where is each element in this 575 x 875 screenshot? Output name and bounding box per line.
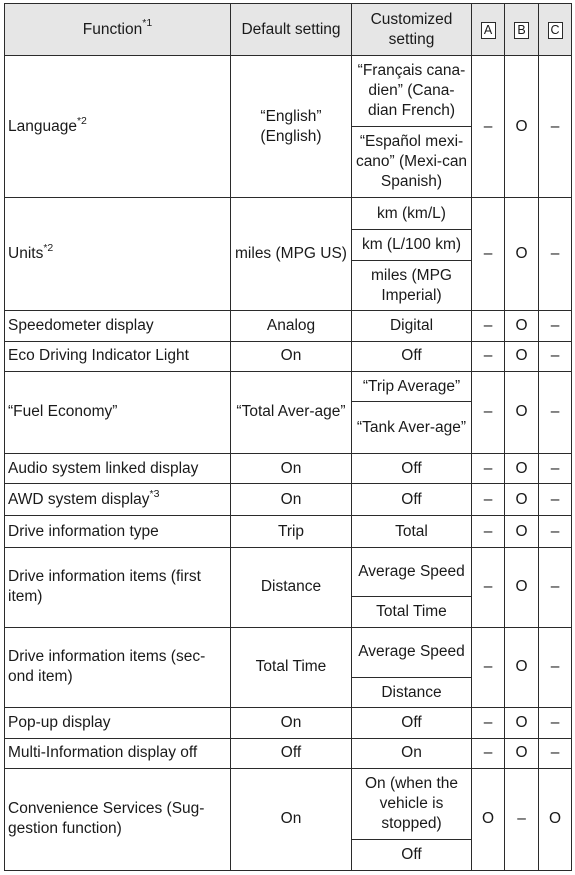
customized-setting-cell: Off xyxy=(352,341,472,371)
table-row xyxy=(5,547,572,596)
header-customized-setting: Customized setting xyxy=(352,4,472,56)
function-label: Audio system linked display xyxy=(8,459,199,477)
function-note: *2 xyxy=(76,114,87,127)
table-row xyxy=(5,484,572,516)
col-b-mark: O xyxy=(505,453,539,483)
function-cell xyxy=(5,56,231,198)
col-b-mark: O xyxy=(505,547,539,627)
header-col-b xyxy=(505,4,539,56)
col-b-mark: O xyxy=(505,484,539,516)
col-a-mark: – xyxy=(472,198,505,311)
function-label: Drive information items (sec-ond item) xyxy=(8,648,206,686)
function-label: AWD system display xyxy=(8,490,150,508)
header-row xyxy=(5,4,572,56)
customized-setting-cell: On (when the vehicle is stopped) xyxy=(352,768,472,839)
col-c-mark: – xyxy=(539,708,572,738)
col-c-mark: – xyxy=(539,198,572,311)
function-label: “Fuel Economy” xyxy=(8,403,118,421)
function-cell xyxy=(5,627,231,708)
header-col-c xyxy=(539,4,572,56)
customized-setting-cell: On xyxy=(352,738,472,768)
col-a-mark: – xyxy=(472,56,505,198)
table-body xyxy=(5,56,572,871)
customized-setting-cell: miles (MPG Imperial) xyxy=(352,260,472,310)
default-setting-cell: Distance xyxy=(231,547,352,627)
function-cell xyxy=(5,198,231,311)
customized-setting-cell: Total Time xyxy=(352,597,472,627)
default-setting-cell: miles (MPG US) xyxy=(231,198,352,311)
table-row xyxy=(5,708,572,738)
default-setting-cell: On xyxy=(231,484,352,516)
function-cell xyxy=(5,708,231,738)
col-c-mark: – xyxy=(539,311,572,341)
col-b-mark: O xyxy=(505,198,539,311)
col-c-mark: – xyxy=(539,738,572,768)
default-setting-cell: On xyxy=(231,768,352,870)
customized-setting-cell: Digital xyxy=(352,311,472,341)
function-cell xyxy=(5,311,231,341)
col-a-mark: – xyxy=(472,547,505,627)
function-label: Units xyxy=(8,245,44,263)
customized-setting-cell: Off xyxy=(352,708,472,738)
col-b-mark: O xyxy=(505,372,539,454)
col-c-mark: – xyxy=(539,372,572,454)
customized-setting-cell: Off xyxy=(352,839,472,870)
col-a-mark: – xyxy=(472,484,505,516)
customized-setting-cell: Off xyxy=(352,453,472,483)
default-setting-cell: Off xyxy=(231,738,352,768)
customized-setting-cell: “Trip Average” xyxy=(352,372,472,402)
table-row xyxy=(5,372,572,402)
function-label: Speedometer display xyxy=(8,317,154,335)
customized-setting-cell: Average Speed xyxy=(352,627,472,677)
col-a-mark: – xyxy=(472,453,505,483)
col-b-mark: O xyxy=(505,311,539,341)
customized-setting-cell: “Tank Aver-age” xyxy=(352,402,472,454)
col-c-mark: – xyxy=(539,453,572,483)
col-b-label: B xyxy=(514,22,529,39)
col-b-mark: – xyxy=(505,768,539,870)
col-b-mark: O xyxy=(505,516,539,547)
function-cell xyxy=(5,372,231,454)
col-c-mark: – xyxy=(539,547,572,627)
function-label: Eco Driving Indicator Light xyxy=(8,347,189,365)
col-a-mark: – xyxy=(472,311,505,341)
col-a-mark: – xyxy=(472,341,505,371)
header-default-setting: Default setting xyxy=(231,4,352,56)
default-setting-cell: Analog xyxy=(231,311,352,341)
table-row xyxy=(5,311,572,341)
table-row xyxy=(5,56,572,127)
customized-setting-cell: “Français cana-dien” (Cana-dian French) xyxy=(352,56,472,127)
table-row xyxy=(5,453,572,483)
function-note: *2 xyxy=(43,242,54,255)
col-a-label: A xyxy=(481,22,496,39)
function-cell xyxy=(5,484,231,516)
default-setting-cell: Total Time xyxy=(231,627,352,708)
default-setting-cell: “English” (English) xyxy=(231,56,352,198)
table-row xyxy=(5,738,572,768)
default-setting-cell: Trip xyxy=(231,516,352,547)
customized-setting-cell: km (L/100 km) xyxy=(352,229,472,260)
customized-setting-cell: “Español mexi-cano” (Mexi-can Spanish) xyxy=(352,126,472,198)
customized-setting-cell: km (km/L) xyxy=(352,198,472,229)
function-note: *3 xyxy=(149,487,160,500)
function-label: Drive information type xyxy=(8,522,159,540)
function-cell xyxy=(5,738,231,768)
customized-setting-cell: Distance xyxy=(352,678,472,708)
header-col-a xyxy=(472,4,505,56)
function-cell xyxy=(5,516,231,547)
default-setting-cell: On xyxy=(231,453,352,483)
col-c-label: C xyxy=(548,22,563,39)
customized-setting-cell: Average Speed xyxy=(352,547,472,596)
col-c-mark: – xyxy=(539,56,572,198)
function-label: Convenience Services (Sug-gestion function) xyxy=(8,800,205,838)
function-cell xyxy=(5,341,231,371)
col-c-mark: – xyxy=(539,627,572,708)
header-function: Function$^{*1}$ xyxy=(5,4,231,56)
col-c-mark: – xyxy=(539,341,572,371)
col-c-mark: O xyxy=(539,768,572,870)
default-setting-cell: On xyxy=(231,708,352,738)
col-a-mark: – xyxy=(472,372,505,454)
function-label: Language xyxy=(8,117,77,135)
function-label: Pop-up display xyxy=(8,713,111,731)
col-b-mark: O xyxy=(505,738,539,768)
col-a-mark: – xyxy=(472,627,505,708)
header-function-note: *1 xyxy=(142,17,153,30)
col-a-mark: – xyxy=(472,516,505,547)
col-b-mark: O xyxy=(505,708,539,738)
col-b-mark: O xyxy=(505,341,539,371)
table-row xyxy=(5,198,572,229)
col-b-mark: O xyxy=(505,627,539,708)
settings-table xyxy=(4,3,572,871)
function-cell xyxy=(5,768,231,870)
function-label: Multi-Information display off xyxy=(8,744,198,762)
col-a-mark: – xyxy=(472,708,505,738)
customized-setting-cell: Total xyxy=(352,516,472,547)
customized-setting-cell: Off xyxy=(352,484,472,516)
col-c-mark: – xyxy=(539,484,572,516)
table-row xyxy=(5,627,572,677)
col-b-mark: O xyxy=(505,56,539,198)
default-setting-cell: On xyxy=(231,341,352,371)
function-cell xyxy=(5,453,231,483)
col-c-mark: – xyxy=(539,516,572,547)
col-a-mark: – xyxy=(472,738,505,768)
function-label: Drive information items (first item) xyxy=(8,568,201,606)
table-row xyxy=(5,341,572,371)
table-row xyxy=(5,516,572,547)
default-setting-cell: “Total Aver-age” xyxy=(231,372,352,454)
table-row xyxy=(5,768,572,839)
function-cell xyxy=(5,547,231,627)
col-a-mark: O xyxy=(472,768,505,870)
